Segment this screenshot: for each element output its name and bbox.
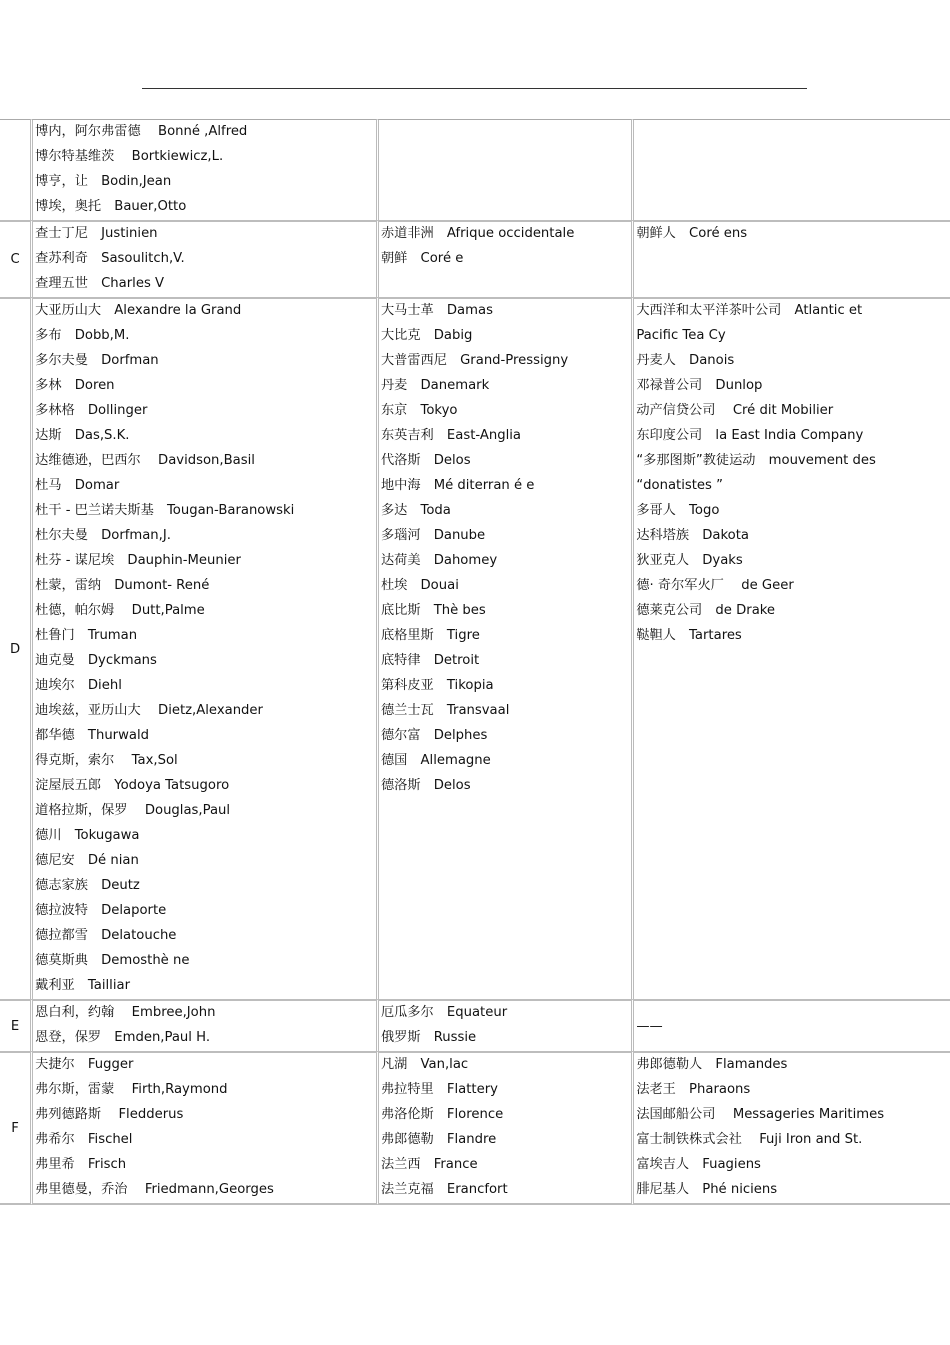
entries-column-3 <box>631 999 950 1051</box>
index-entry: 德尔富 Delphes <box>380 728 488 743</box>
index-entry: 德洛斯 Delos <box>380 778 471 793</box>
index-entry: 查理五世 Charles V <box>35 276 165 291</box>
index-entry: 大西洋和太平洋茶叶公司 Atlantic et <box>636 303 863 318</box>
entries-column-1 <box>30 999 376 1051</box>
index-entry: 德志家族 Deutz <box>35 878 140 893</box>
index-entry: 弗拉特里 Flattery <box>380 1082 498 1097</box>
index-entry: 博内，阿尔弗雷德 Bonné ,Alfred <box>35 124 248 139</box>
index-entry: 弗里希 Frisch <box>35 1157 127 1172</box>
index-entry: 大比克 Dabig <box>380 328 473 343</box>
section-letter: D <box>0 297 30 999</box>
section-row <box>0 1051 950 1205</box>
index-entry: 东京 Tokyo <box>380 403 458 418</box>
index-entry: 博埃，奥托 Bauer,Otto <box>35 199 187 214</box>
index-entry: 弗郎德勒 Flandre <box>380 1132 497 1147</box>
section-row <box>0 999 950 1051</box>
index-entry: 迪克曼 Dyckmans <box>35 653 157 668</box>
section-letter <box>0 119 30 220</box>
index-entry: 大亚历山大 Alexandre la Grand <box>35 303 242 318</box>
index-entry: 富士制铁株式会社 Fuji Iron and St. <box>636 1132 863 1147</box>
entries-column-3 <box>631 119 950 220</box>
index-entry: 大普雷西尼 Grand-Pressigny <box>380 353 569 368</box>
index-entry: 底格里斯 Tigre <box>380 628 480 643</box>
index-entry: 弗希尔 Fischel <box>35 1132 133 1147</box>
index-entry: 丹麦 Danemark <box>380 378 490 393</box>
index-entry: 朝鲜 Coré e <box>380 251 464 266</box>
entries-column-2 <box>376 119 631 220</box>
index-table-body <box>0 119 950 1205</box>
index-entry: 德· 奇尔军火厂 de Geer <box>636 578 794 593</box>
index-entry: 底特律 Detroit <box>380 653 480 668</box>
index-entry: “多那图斯”教徒运动 mouvement des <box>636 453 876 468</box>
index-entry: 鞑靼人 Tartares <box>636 628 742 643</box>
index-entry: 杜干 - 巴兰诺夫斯基 Tougan-Baranowski <box>35 503 295 518</box>
index-entry: 查苏利奇 Sasoulitch,V. <box>35 251 185 266</box>
entries-column-3 <box>631 1051 950 1205</box>
index-entry: 查士丁尼 Justinien <box>35 226 158 241</box>
index-entry: 达斯 Das,S.K. <box>35 428 130 443</box>
index-entry: 多尔夫曼 Dorfman <box>35 353 159 368</box>
index-entry: 腓尼基人 Phé niciens <box>636 1182 778 1197</box>
index-entry: 德川 Tokugawa <box>35 828 140 843</box>
index-entry: 多布 Dobb,M. <box>35 328 130 343</box>
index-entry: 迪埃尔 Diehl <box>35 678 122 693</box>
index-entry: 达维德逊，巴西尔 Davidson,Basil <box>35 453 255 468</box>
index-entry: 德尼安 Dé nian <box>35 853 139 868</box>
index-entry: 地中海 Mé diterran é e <box>380 478 535 493</box>
section-row <box>0 119 950 220</box>
index-entry: 东印度公司 la East India Company <box>636 428 864 443</box>
index-entry: 丹麦人 Danois <box>636 353 735 368</box>
index-entry: 法兰西 France <box>380 1157 478 1172</box>
index-entry: 德国 Allemagne <box>380 753 491 768</box>
index-entry: 杜马 Domar <box>35 478 120 493</box>
index-entry: 德兰士瓦 Transvaal <box>380 703 510 718</box>
index-entry: 赤道非洲 Afrique occidentale <box>380 226 575 241</box>
index-entry: 德拉波特 Delaporte <box>35 903 167 918</box>
index-entry: 戴利亚 Tailliar <box>35 978 131 993</box>
entries-column-2 <box>376 220 631 297</box>
section-letter: E <box>0 999 30 1051</box>
index-entry: 东英吉利 East-Anglia <box>380 428 521 443</box>
index-entry: 夫捷尔 Fugger <box>35 1057 134 1072</box>
index-entry: 淀屋辰五郎 Yodoya Tatsugoro <box>35 778 230 793</box>
index-entry: Pacific Tea Cy <box>636 328 726 343</box>
index-entry: 达荷美 Dahomey <box>380 553 498 568</box>
entries-column-2 <box>376 999 631 1051</box>
index-entry: 朝鲜人 Coré ens <box>636 226 748 241</box>
index-entry: 法老王 Pharaons <box>636 1082 751 1097</box>
section-row <box>0 297 950 999</box>
index-entry: 弗郎德勒人 Flamandes <box>636 1057 788 1072</box>
index-entry: 弗里德曼，乔治 Friedmann,Georges <box>35 1182 274 1197</box>
index-entry: 恩登，保罗 Emden,Paul H. <box>35 1030 211 1045</box>
index-entry: 代洛斯 Delos <box>380 453 471 468</box>
header-rule <box>142 88 807 89</box>
index-entry: 杜鲁门 Truman <box>35 628 138 643</box>
entries-column-1 <box>30 119 376 220</box>
index-entry: 弗尔斯，雷蒙 Firth,Raymond <box>35 1082 228 1097</box>
index-entry: 杜德，帕尔姆 Dutt,Palme <box>35 603 205 618</box>
index-entry: 都华德 Thurwald <box>35 728 150 743</box>
index-entry: 博亨，让 Bodin,Jean <box>35 174 172 189</box>
index-entry: 大马士革 Damas <box>380 303 493 318</box>
index-entry: 杜芬 - 谋尼埃 Dauphin-Meunier <box>35 553 241 568</box>
index-table <box>0 119 950 1205</box>
index-entry: 底比斯 Thè bes <box>380 603 486 618</box>
index-entry: 多林 Doren <box>35 378 115 393</box>
entries-column-1 <box>30 1051 376 1205</box>
entries-column-2 <box>376 297 631 999</box>
index-entry: 厄瓜多尔 Equateur <box>380 1005 508 1020</box>
index-entry: 德莫斯典 Demosthè ne <box>35 953 190 968</box>
index-entry: 凡湖 Van,lac <box>380 1057 469 1072</box>
index-entry: 迪埃兹，亚历山大 Dietz,Alexander <box>35 703 263 718</box>
index-entry: 杜埃 Douai <box>380 578 459 593</box>
section-letter: C <box>0 220 30 297</box>
section-row <box>0 220 950 297</box>
index-entry: 弗列德路斯 Fledderus <box>35 1107 184 1122</box>
index-entry: 得克斯，索尔 Tax,Sol <box>35 753 178 768</box>
index-entry: 恩白利，约翰 Embree,John <box>35 1005 216 1020</box>
index-entry: 道格拉斯，保罗 Douglas,Paul <box>35 803 231 818</box>
index-entry: 富埃吉人 Fuagiens <box>636 1157 761 1172</box>
index-entry: “donatistes ” <box>636 478 723 493</box>
entries-column-3 <box>631 297 950 999</box>
index-entry: 动产信贷公司 Cré dit Mobilier <box>636 403 834 418</box>
index-entry: 弗洛伦斯 Florence <box>380 1107 504 1122</box>
entries-column-1 <box>30 297 376 999</box>
entries-column-1 <box>30 220 376 297</box>
index-entry: —— <box>636 1019 663 1034</box>
index-entry: 杜尔夫曼 Dorfman,J. <box>35 528 171 543</box>
index-entry: 第科皮亚 Tikopia <box>380 678 494 693</box>
index-entry: 德拉都雪 Delatouche <box>35 928 177 943</box>
index-entry: 博尔特基维茨 Bortkiewicz,L. <box>35 149 224 164</box>
section-letter: F <box>0 1051 30 1205</box>
index-entry: 俄罗斯 Russie <box>380 1030 477 1045</box>
index-entry: 达科塔族 Dakota <box>636 528 749 543</box>
index-entry: 多达 Toda <box>380 503 451 518</box>
index-entry: 邓禄普公司 Dunlop <box>636 378 763 393</box>
index-entry: 法兰克福 Erancfort <box>380 1182 508 1197</box>
index-entry: 多林格 Dollinger <box>35 403 148 418</box>
index-entry: 法国邮船公司 Messageries Maritimes <box>636 1107 885 1122</box>
index-entry: 多哥人 Togo <box>636 503 720 518</box>
entries-column-2 <box>376 1051 631 1205</box>
index-entry: 杜蒙，雷纳 Dumont- René <box>35 578 210 593</box>
entries-column-3 <box>631 220 950 297</box>
index-entry: 狄亚克人 Dyaks <box>636 553 743 568</box>
index-entry: 多瑙河 Danube <box>380 528 486 543</box>
index-entry: 德莱克公司 de Drake <box>636 603 776 618</box>
